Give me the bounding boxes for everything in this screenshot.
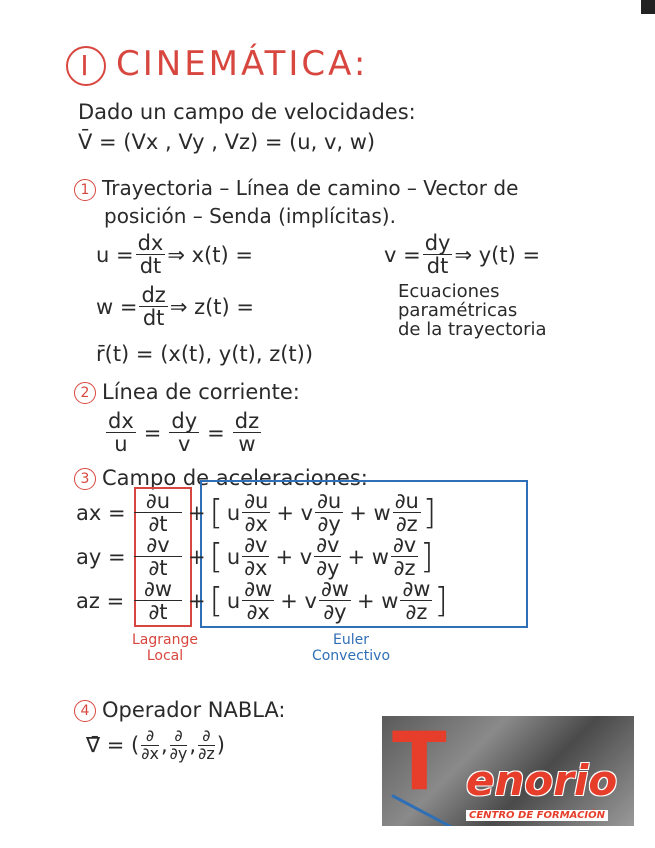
coef-u: u xyxy=(226,588,241,613)
conv-num-z: ∂u xyxy=(394,489,419,513)
convective-term-y xyxy=(319,578,351,623)
local-term xyxy=(134,490,182,535)
section-1-heading-line-1: Trayectoria – Línea de camino – Vector de xyxy=(102,176,519,200)
equation-v xyxy=(384,232,540,277)
f2-den: v xyxy=(178,432,191,457)
lagrange-label-line-2: Local xyxy=(146,648,184,664)
euler-label-line-1: Euler xyxy=(333,632,369,648)
nabla-lhs: ∇̄ = ( xyxy=(86,733,140,758)
conv-num-x: ∂v xyxy=(244,533,268,557)
u-fraction xyxy=(136,232,166,277)
nabla-close: ) xyxy=(216,733,225,758)
section-2-number: 2 xyxy=(74,382,96,404)
conv-num-y: ∂v xyxy=(316,533,340,557)
f1-den: u xyxy=(114,432,128,457)
w-den: dt xyxy=(142,306,165,331)
conv-den-x: ∂x xyxy=(244,512,268,537)
w-fraction xyxy=(139,284,167,329)
f3-den: w xyxy=(238,432,256,457)
open-bracket: [ xyxy=(209,492,223,533)
streamline-frac-2 xyxy=(169,410,199,455)
intro-line-1: Dado un campo de velocidades: xyxy=(78,100,416,124)
streamline-equation xyxy=(104,410,263,455)
acceleration-row xyxy=(76,534,434,579)
acceleration-row xyxy=(76,490,436,535)
lagrange-label xyxy=(130,632,200,664)
conv-num-z: ∂w xyxy=(402,577,431,601)
section-1-heading xyxy=(74,176,518,201)
local-num: ∂v xyxy=(134,534,182,557)
ny-den: ∂y xyxy=(169,743,188,763)
local-term xyxy=(134,534,182,579)
nabla-frac-x xyxy=(141,728,159,763)
nz-num: ∂ xyxy=(198,728,215,746)
note-line-2: paramétricas xyxy=(398,300,518,321)
conv-num-y: ∂w xyxy=(320,577,349,601)
title-text: CINEMÁTICA: xyxy=(116,44,369,84)
coef-w: + w xyxy=(347,544,389,569)
conv-den-z: ∂z xyxy=(405,600,428,625)
coef-u: u xyxy=(226,544,241,569)
streamline-frac-1 xyxy=(106,410,136,455)
eq-1: = xyxy=(143,420,162,445)
v-num: dy xyxy=(424,231,451,255)
euler-label-line-2: Convectivo xyxy=(311,648,391,664)
conv-den-z: ∂z xyxy=(395,512,418,537)
eq-2: = xyxy=(207,420,225,445)
conv-den-x: ∂x xyxy=(246,600,270,625)
nabla-sep-2: , xyxy=(189,733,197,758)
accel-lhs: az = xyxy=(76,588,125,613)
ny-num: ∂ xyxy=(170,728,188,746)
euler-label xyxy=(296,632,406,664)
convective-term-x xyxy=(242,534,269,579)
nabla-equation xyxy=(86,728,225,763)
conv-num-z: ∂v xyxy=(392,533,417,557)
conv-den-y: ∂y xyxy=(316,556,340,581)
conv-num-x: ∂w xyxy=(244,577,273,601)
conv-den-x: ∂x xyxy=(244,556,268,581)
section-1-heading-line-2: posición – Senda (implícitas). xyxy=(104,204,396,228)
note-line-3: de la trayectoria xyxy=(398,319,547,340)
plus-sign: + xyxy=(188,500,206,525)
conv-den-z: ∂z xyxy=(393,556,416,581)
conv-den-y: ∂y xyxy=(317,512,341,537)
conv-den-y: ∂y xyxy=(323,600,347,625)
parametric-note xyxy=(398,282,547,339)
section-3-number: 3 xyxy=(74,468,96,490)
open-bracket: [ xyxy=(209,580,223,621)
local-term xyxy=(134,578,182,623)
u-num: dx xyxy=(137,231,164,255)
w-num: dz xyxy=(141,283,166,307)
coef-w: + w xyxy=(356,588,399,613)
convective-term-y xyxy=(315,490,343,535)
convective-term-z xyxy=(393,490,421,535)
logo-word: enorio xyxy=(466,756,618,805)
local-num: ∂u xyxy=(134,490,182,513)
local-den: ∂t xyxy=(148,512,168,537)
v-lhs: v = xyxy=(384,242,421,267)
local-den: ∂t xyxy=(148,556,168,581)
convective-term-y xyxy=(314,534,341,579)
plus-sign: + xyxy=(188,544,206,569)
acceleration-row xyxy=(76,578,448,623)
coef-w: + w xyxy=(349,500,391,525)
position-vector: r̄(t) = (x(t), y(t), z(t)) xyxy=(96,342,314,366)
note-line-1: Ecuaciones xyxy=(398,281,500,302)
accel-lhs: ay = xyxy=(76,544,126,569)
intro-line-2: V̄ = (Vx , Vy , Vz) = (u, v, w) xyxy=(78,130,376,154)
section-roman-number: I xyxy=(66,46,106,86)
nabla-sep-1: , xyxy=(160,733,168,758)
conv-num-x: ∂u xyxy=(244,489,269,513)
lagrange-label-line-1: Lagrange xyxy=(132,632,198,648)
plus-sign: + xyxy=(188,588,206,613)
section-4-number: 4 xyxy=(74,700,96,722)
open-bracket: [ xyxy=(209,536,223,577)
coef-v: + v xyxy=(280,588,317,613)
u-den: dt xyxy=(139,254,162,279)
u-lhs: u = xyxy=(96,242,134,267)
coef-u: u xyxy=(226,500,241,525)
equation-w xyxy=(96,284,254,329)
coef-v: + v xyxy=(275,544,313,569)
accel-lhs: ax = xyxy=(76,500,126,525)
nz-den: ∂z xyxy=(198,743,215,763)
nabla-frac-z xyxy=(198,728,215,763)
conv-num-y: ∂u xyxy=(317,489,342,513)
convective-term-x xyxy=(242,578,274,623)
f1-num: dx xyxy=(108,409,134,433)
w-lhs: w = xyxy=(96,294,138,319)
f2-num: dy xyxy=(171,409,198,433)
w-rhs: ⇒ z(t) = xyxy=(169,294,254,319)
section-2-heading-text: Línea de corriente: xyxy=(102,380,300,404)
tenorio-logo xyxy=(382,716,634,826)
v-fraction xyxy=(423,232,453,277)
nabla-frac-y xyxy=(170,728,188,763)
u-rhs: ⇒ x(t) = xyxy=(167,242,253,267)
local-num: ∂w xyxy=(134,578,182,601)
close-bracket: ] xyxy=(434,580,448,621)
convective-term-z xyxy=(391,534,418,579)
v-rhs: ⇒ y(t) = xyxy=(454,242,541,267)
section-2-heading xyxy=(74,380,300,404)
close-bracket: ] xyxy=(420,536,434,577)
section-3-heading-text: Campo de aceleraciones: xyxy=(102,466,368,490)
corner-mark xyxy=(641,0,655,14)
section-1-number: 1 xyxy=(74,179,96,201)
section-4-heading-text: Operador NABLA: xyxy=(102,698,286,722)
convective-term-z xyxy=(400,578,432,623)
section-4-heading xyxy=(74,698,286,722)
f3-num: dz xyxy=(234,409,260,433)
equation-u xyxy=(96,232,253,277)
logo-subtitle: CENTRO DE FORMACIÓN xyxy=(466,810,608,821)
nx-den: ∂x xyxy=(141,743,159,763)
coef-v: + v xyxy=(276,500,314,525)
close-bracket: ] xyxy=(422,492,437,533)
nx-num: ∂ xyxy=(141,728,159,746)
v-den: dt xyxy=(426,254,449,279)
streamline-frac-3 xyxy=(233,410,261,455)
page-title xyxy=(66,44,368,86)
logo-t-letter: T xyxy=(392,716,447,808)
local-den: ∂t xyxy=(148,600,168,625)
convective-term-x xyxy=(242,490,270,535)
